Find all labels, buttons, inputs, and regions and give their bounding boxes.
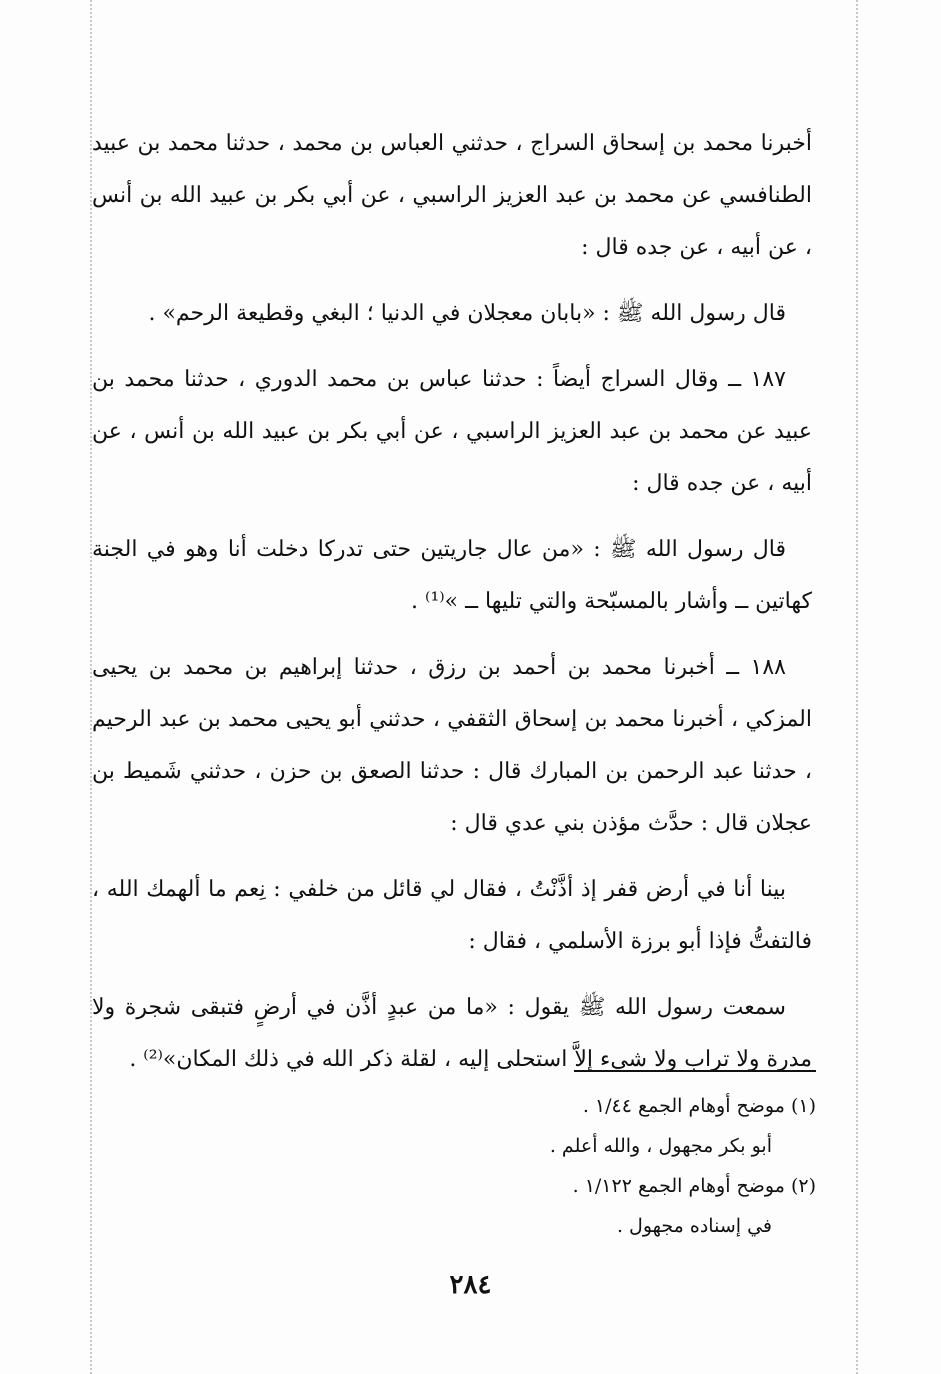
paragraph-hadith-3: سمعت رسول الله ﷺ يقول : «ما من عبدٍ أذَّن في أرضٍ فتبقى شجرة ولا مدرة ولا تراب ولا شيء إلاَّ استحلى إليه ، لقلة ذكر الله في ذلك المكان»⁽²⁾ . — [92, 995, 812, 1072]
paragraph-hadith-2: قال رسول الله ﷺ : «من عال جاريتين حتى تدركا دخلت أنا وهو في الجنة كهاتين ــ وأشار بالمسبّحة والتي تليها ــ »⁽¹⁾ . — [92, 537, 812, 614]
footnotes — [380, 1086, 816, 1246]
footnote-2: (٢) موضح أوهام الجمع ١/١٢٢ . — [572, 1175, 816, 1197]
footnote-separator — [574, 1070, 816, 1072]
scan-margin-dots-right — [856, 0, 858, 1374]
paragraph-narration: بينا أنا في أرض قفر إذ أذَّنْتُ ، فقال لي قائل من خلفي : نِعم ما ألهمك الله ، فالتفتُّ فإذا أبو برزة الأسلمي ، فقال : — [92, 877, 812, 954]
footnote-2-comment: في إسناده مجهول . — [616, 1215, 772, 1237]
paragraph-188: ١٨٨ ــ أخبرنا محمد بن أحمد بن رزق ، حدثنا إبراهيم بن محمد بن يحيى المزكي ، أخبرنا محمد بن إسحاق الثقفي ، حدثني أبو يحيى محمد بن عبد الرحيم ، حدثنا عبد الرحمن بن المبارك قال : حدثنا الصعق بن حزن ، حدثني شَميط بن عجلان قال : حدَّث مؤذن بني عدي قال : — [92, 655, 812, 836]
footnote-1: (١) موضح أوهام الجمع ١/٤٤ . — [582, 1095, 816, 1117]
paragraph-187: ١٨٧ ــ وقال السراج أيضاً : حدثنا عباس بن محمد الدوري ، حدثنا محمد بن عبيد عن محمد بن عبد العزيز الراسبي ، عن أبي بكر بن عبيد الله بن أنس ، عن أبيه ، عن جده قال : — [92, 367, 812, 496]
paragraph-hadith-1: قال رسول الله ﷺ : «بابان معجلان في الدنيا ؛ البغي وقطيعة الرحم» . — [148, 301, 786, 326]
page-number: ٢٨٤ — [449, 1270, 492, 1300]
paragraph-isnad-1: أخبرنا محمد بن إسحاق السراج ، حدثني العباس بن محمد ، حدثنا محمد بن عبيد الطنافسي عن محمد بن عبد العزيز الراسبي ، عن أبي بكر بن عبيد الله بن أنس ، عن أبيه ، عن جده قال : — [92, 131, 812, 260]
main-text — [92, 118, 812, 1100]
footnote-1-comment: أبو بكر مجهول ، والله أعلم . — [549, 1135, 772, 1157]
